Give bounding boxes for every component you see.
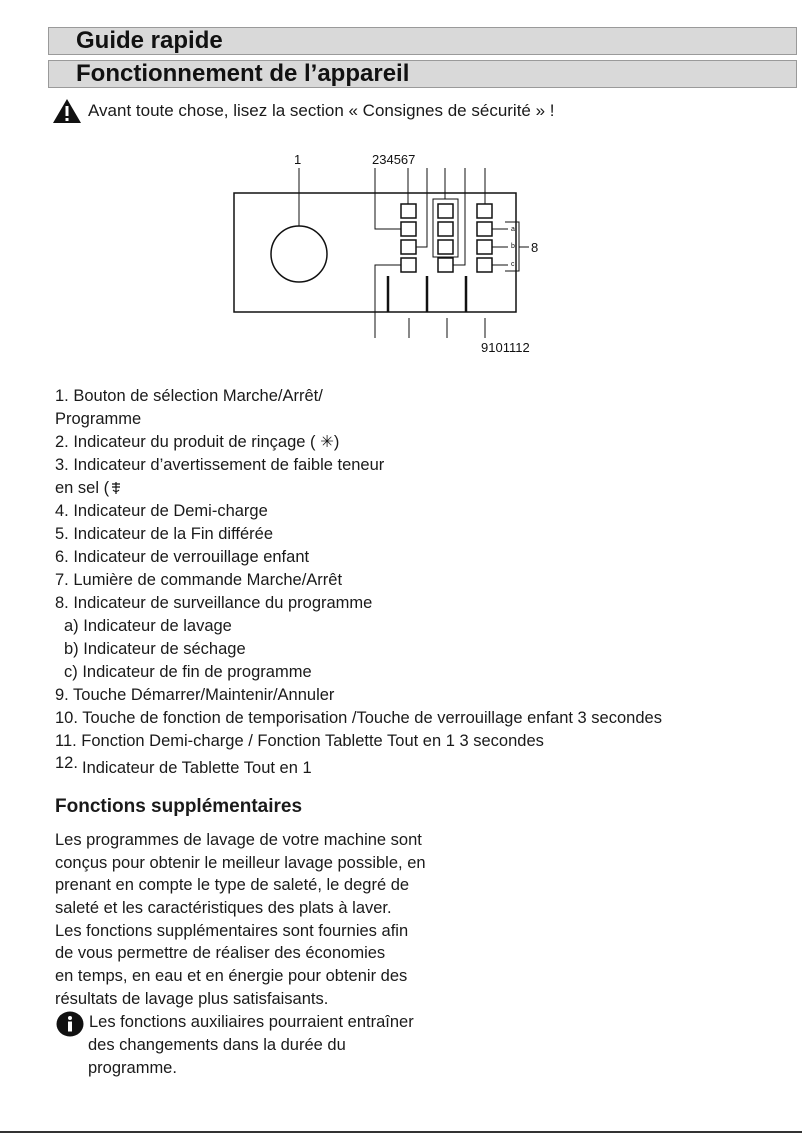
legend-item: Programme bbox=[55, 410, 142, 428]
legend-subitem: c) Indicateur de fin de programme bbox=[64, 663, 312, 681]
indicator-square bbox=[477, 222, 492, 236]
legend-item bbox=[55, 477, 123, 499]
control-panel-diagram bbox=[0, 0, 802, 380]
info-icon bbox=[56, 1011, 84, 1037]
warning-text: Avant toute chose, lisez la section « Consignes de sécurité » ! bbox=[88, 101, 555, 120]
indicator-square bbox=[477, 258, 492, 272]
note-line: des changements dans la durée du bbox=[88, 1036, 346, 1054]
diagram-label-8: 8 bbox=[531, 240, 539, 255]
indicator-square bbox=[438, 222, 453, 236]
indicator-square bbox=[401, 240, 416, 254]
legend-item-number: 12. bbox=[55, 754, 78, 772]
paragraph-line: en temps, en eau et en énergie pour obtenir des bbox=[55, 967, 408, 985]
indicator-square bbox=[401, 204, 416, 218]
page-subtitle: Fonctionnement de l’appareil bbox=[76, 60, 410, 87]
legend-item: 11. Fonction Demi-charge / Fonction Tablette Tout en 1 3 secondes bbox=[55, 732, 544, 750]
legend-item: 3. Indicateur d’avertissement de faible teneur bbox=[55, 456, 385, 474]
paragraph-line: conçus pour obtenir le meilleur lavage possible, en bbox=[55, 854, 426, 872]
legend-item: 10. Touche de fonction de temporisation /Touche de verrouillage enfant 3 secondes bbox=[55, 709, 662, 727]
paragraph-line: de vous permettre de réaliser des économies bbox=[55, 944, 386, 962]
legend-item: 7. Lumière de commande Marche/Arrêt bbox=[55, 571, 343, 589]
program-knob bbox=[271, 226, 327, 282]
note-line: Les fonctions auxiliaires pourraient entraîner bbox=[89, 1013, 414, 1031]
note-line: programme. bbox=[88, 1059, 177, 1077]
paragraph-line: résultats de lavage plus satisfaisants. bbox=[55, 990, 329, 1008]
diagram-sub-b: b bbox=[511, 243, 515, 250]
section-heading: Fonctions supplémentaires bbox=[55, 796, 303, 817]
indicator-square bbox=[401, 222, 416, 236]
indicator-square bbox=[477, 204, 492, 218]
salt-icon bbox=[109, 481, 123, 495]
indicator-square bbox=[438, 204, 453, 218]
diagram-label-2-7: 234567 bbox=[372, 152, 416, 167]
diagram-label-9-12: 9101112 bbox=[481, 340, 530, 355]
indicator-square bbox=[401, 258, 416, 272]
legend-item: 6. Indicateur de verrouillage enfant bbox=[55, 548, 310, 566]
paragraph-line: prenant en compte le type de saleté, le degré de bbox=[55, 876, 410, 894]
legend-subitem: a) Indicateur de lavage bbox=[64, 617, 232, 635]
bottom-rule bbox=[0, 1131, 802, 1133]
legend-subitem: b) Indicateur de séchage bbox=[64, 640, 246, 658]
diagram-sub-c: c bbox=[511, 261, 515, 268]
legend-item: 2. Indicateur du produit de rinçage ( ✳) bbox=[55, 433, 340, 451]
legend-item: 1. Bouton de sélection Marche/Arrêt/ bbox=[55, 387, 323, 405]
indicator-square bbox=[477, 240, 492, 254]
legend-item: 4. Indicateur de Demi-charge bbox=[55, 502, 268, 520]
legend-item: 8. Indicateur de surveillance du programme bbox=[55, 594, 373, 612]
legend-item: 9. Touche Démarrer/Maintenir/Annuler bbox=[55, 686, 335, 704]
paragraph-line: saleté et les caractéristiques des plats à laver. bbox=[55, 899, 392, 917]
indicator-square bbox=[438, 258, 453, 272]
indicator-square bbox=[438, 240, 453, 254]
page-title: Guide rapide bbox=[76, 27, 223, 54]
indicator-group-frame bbox=[433, 199, 458, 257]
paragraph-line: Les fonctions supplémentaires sont fournies afin bbox=[55, 922, 409, 940]
legend-item-text: en sel ( bbox=[55, 479, 110, 497]
diagram-sub-a: a bbox=[511, 226, 515, 233]
diagram-label-1: 1 bbox=[294, 152, 302, 167]
legend-item: Indicateur de Tablette Tout en 1 bbox=[82, 759, 312, 777]
paragraph-line: Les programmes de lavage de votre machine sont bbox=[55, 831, 422, 849]
legend-item: 5. Indicateur de la Fin différée bbox=[55, 525, 273, 543]
